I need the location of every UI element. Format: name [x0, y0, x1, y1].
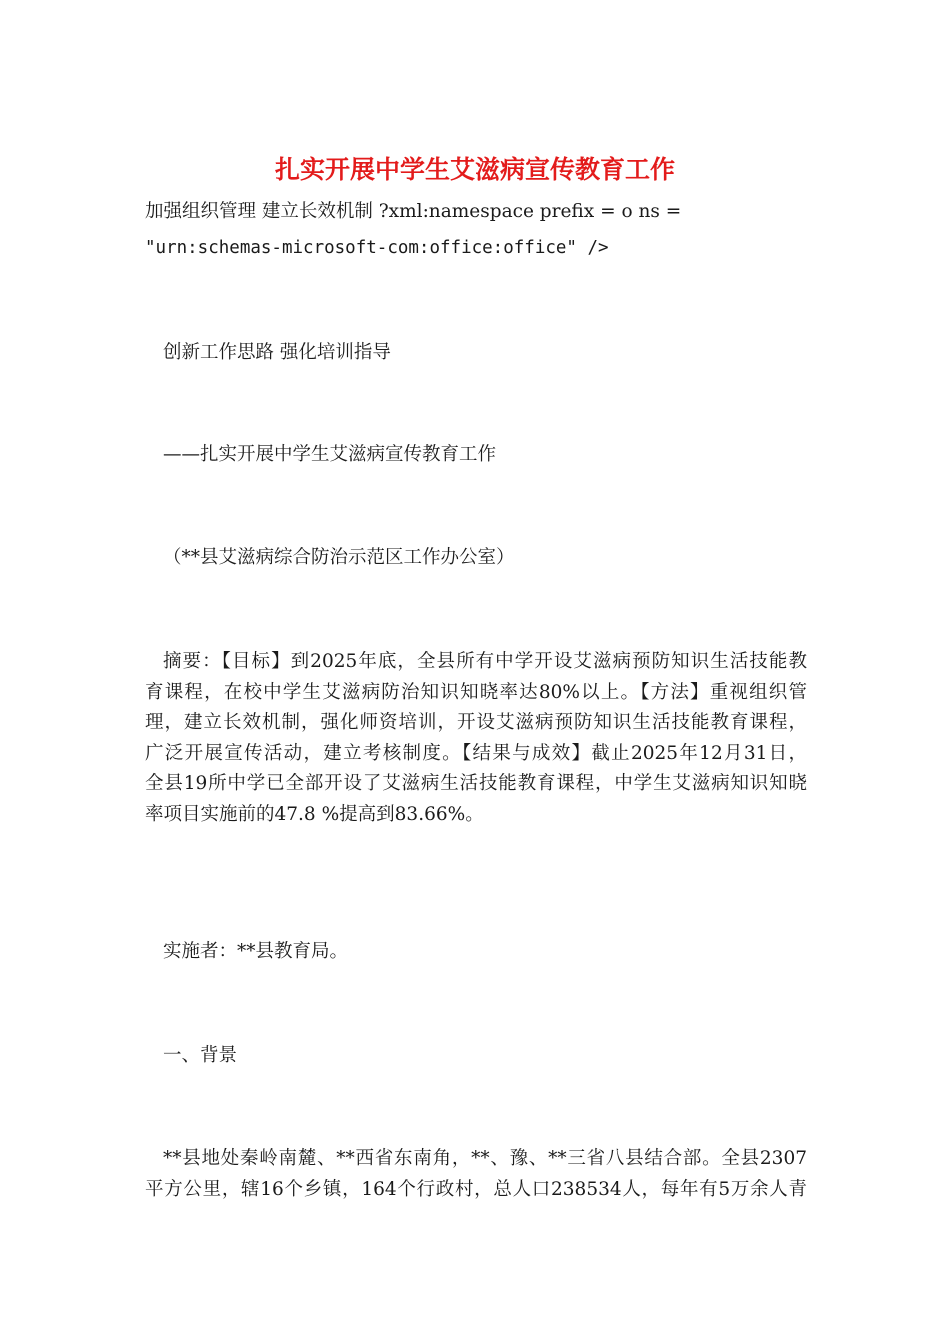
abstract-line: 全县19所中学已全部开设了艾滋病生活技能教育课程，中学生艾滋病知识知晓 [145, 773, 807, 794]
header-line-1-text: 加强组织管理 建立长效机制 ?xml:namespace prefix = o ns = [145, 201, 682, 222]
abstract-paragraph [145, 647, 807, 830]
abstract-line: 摘要：【目标】到2025年底，全县所有中学开设艾滋病预防知识生活技能教 [163, 651, 807, 672]
subtitle: 创新工作思路 强化培训指导 [163, 342, 391, 363]
organization-line: （**县艾滋病综合防治示范区工作办公室） [163, 547, 515, 568]
abstract-line: 理，建立长效机制，强化师资培训，开设艾滋病预防知识生活技能教育课程， [145, 712, 807, 733]
section-heading: 一、背景 [163, 1045, 238, 1066]
abstract-line: 广泛开展宣传活动，建立考核制度。【结果与成效】截止2025年12月31日， [145, 742, 807, 764]
document-title: 扎实开展中学生艾滋病宣传教育工作 [274, 155, 675, 184]
implementer-line: 实施者：**县教育局。 [163, 941, 349, 962]
header-line-1 [145, 197, 810, 227]
background-line: **县地处秦岭南麓、**西省东南角，**、豫、**三省八县结合部。全县2307 [163, 1148, 807, 1169]
abstract-line: 率项目实施前的47.8 %提高到83.66%。 [145, 803, 484, 825]
abstract-line: 育课程，在校中学生艾滋病防治知识知晓率达80%以上。【方法】重视组织管 [145, 681, 807, 703]
header-line-2: "urn:schemas-microsoft-com:office:office" /> [145, 238, 609, 258]
dash-title: ——扎实开展中学生艾滋病宣传教育工作 [163, 444, 497, 465]
background-line: 平方公里，辖16个乡镇，164个行政村，总人口238534人，每年有5万余人青 [145, 1178, 807, 1200]
background-paragraph [145, 1144, 807, 1205]
